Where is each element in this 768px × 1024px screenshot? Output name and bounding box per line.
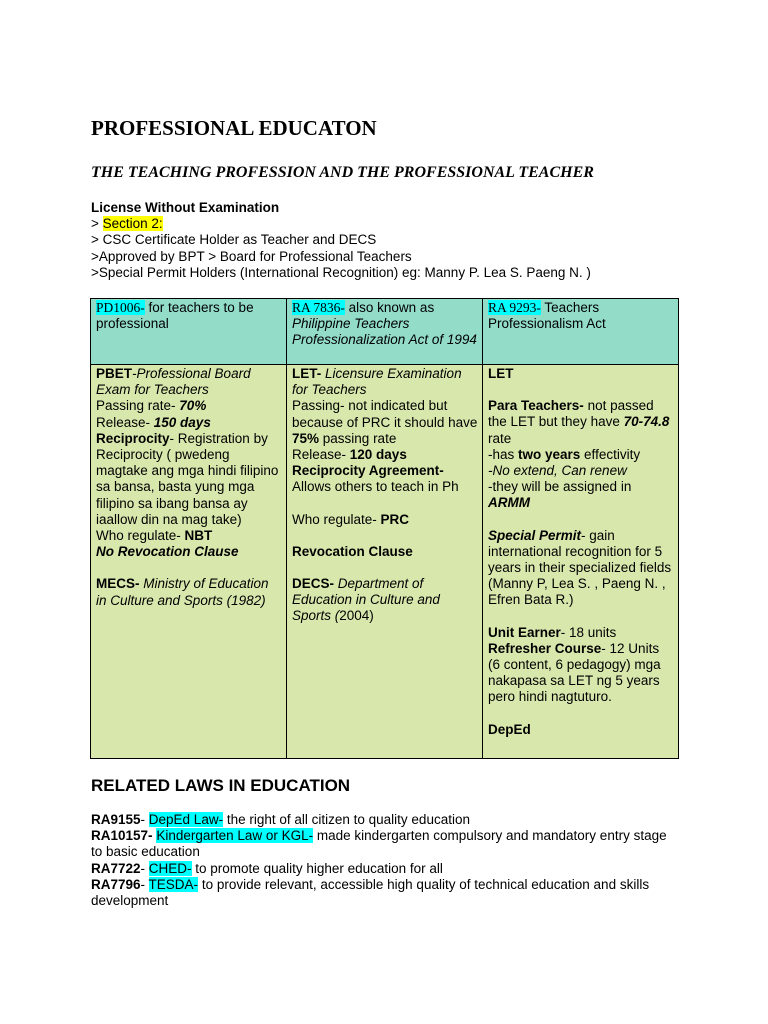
document-title: PROFESSIONAL EDUCATON bbox=[91, 116, 377, 140]
body-cell-pd1006: PBET-Professional Board Exam for Teachers Passing rate- 70% Release- 150 days Reciprocity- Registration by Reciprocity ( pwedeng magtake ang mga hindi filipino sa bansa, basta yung mga filipino sa ibang bansa ay iaallow din na mag take) Who regulate- NBT No Revocation Clause MECS- Ministry of Education in Culture and Sports (1982) bbox=[91, 365, 287, 759]
list-item: RA9155- DepEd Law- the right of all citizen to quality education bbox=[91, 812, 470, 827]
related-laws-list bbox=[91, 812, 681, 909]
list-item: RA7722- CHED- to promote quality higher education for all bbox=[91, 860, 443, 876]
related-laws-heading: RELATED LAWS IN EDUCATION bbox=[91, 776, 351, 795]
license-line-4: >Special Permit Holders (International Recognition) eg: Manny P. Lea S. Paeng N. ) bbox=[91, 264, 591, 280]
list-item: RA7796- TESDA- to provide relevant, accessible high quality of technical education and skills development bbox=[91, 876, 650, 909]
section-2-highlight: Section 2: bbox=[102, 216, 163, 232]
body-cell-ra7836: LET- Licensure Examination for Teachers Passing- not indicated but because of PRC it should have 75% passing rate Release- 120 days Reciprocity Agreement- Allows others to teach in Ph Who regulate- PRC Revocation Clause DECS- Department of Education in Culture and Sports (2004) bbox=[287, 365, 483, 759]
license-line-1: > Section 2: bbox=[91, 216, 163, 232]
license-section bbox=[91, 200, 591, 281]
comparison-table bbox=[90, 298, 679, 759]
license-line-2: > CSC Certificate Holder as Teacher and DECS bbox=[91, 232, 377, 248]
header-cell-ra9293: RA 9293- Teachers Professionalism Act bbox=[483, 299, 679, 365]
header-cell-ra7836: RA 7836- also known as Philippine Teachers Professionalization Act of 1994 bbox=[287, 299, 483, 365]
document-subtitle: THE TEACHING PROFESSION AND THE PROFESSIONAL TEACHER bbox=[91, 164, 594, 181]
list-item: RA10157- Kindergarten Law or KGL- made kindergarten compulsory and mandatory entry stage to basic education bbox=[91, 828, 667, 860]
license-heading: License Without Examination bbox=[91, 200, 280, 215]
table-body-row bbox=[91, 365, 679, 759]
body-cell-ra9293: LET Para Teachers- not passed the LET but they have 70-74.8 rate -has two years effectivity -No extend, Can renew -they will be assigned in ARMM Special Permit- gain international recognition for 5 years in their specialized fields (Manny P, Lea S. , Paeng N. , Efren Bata R.) Unit Earner- 18 units Refresher Course- 12 Units (6 content, 6 pedagogy) mga nakapasa sa LET ng 5 years pero hindi nagtuturo. DepEd bbox=[483, 365, 679, 759]
table-header-row bbox=[91, 299, 679, 365]
header-cell-pd1006: PD1006- for teachers to be professional bbox=[91, 299, 287, 365]
license-line-3: >Approved by BPT > Board for Professional Teachers bbox=[91, 248, 412, 264]
